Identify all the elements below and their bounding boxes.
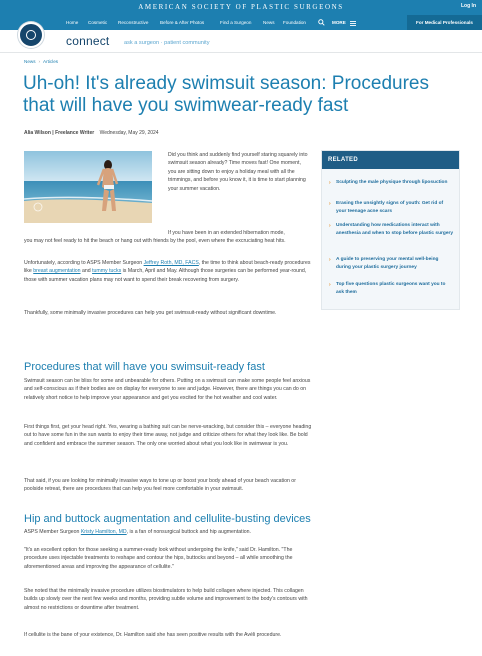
p3-text-1: Unfortunately, according to ASPS Member Surgeon: [24, 260, 144, 266]
paragraph-4: Thankfully, some minimally invasive procedures can help you get swimsuit-ready without significant downtime.: [24, 310, 277, 316]
hamburger-icon[interactable]: [350, 21, 356, 26]
related-item-label: Erasing the unsightly signs of youth: Get rid of your teenage acne scars: [336, 201, 444, 215]
related-item-label: A guide to preserving your mental well-being during your plastic surgery journey: [336, 257, 439, 271]
nav-cosmetic[interactable]: Cosmetic: [88, 20, 108, 25]
jeffrey-roth-link[interactable]: Jeffrey Roth, MD, FACS: [143, 260, 199, 266]
breadcrumb: News › Articles: [24, 59, 59, 64]
breadcrumb-articles[interactable]: Articles: [43, 59, 59, 64]
nav-more[interactable]: MORE: [332, 20, 346, 25]
related-item-label: Understanding how medications interact with anesthesia and when to stop before plastic surgery: [336, 223, 454, 237]
related-item-label: Top five questions plastic surgeons want you to ask them: [336, 282, 446, 296]
nav-foundation[interactable]: Foundation: [283, 20, 306, 25]
related-sidebar: [321, 150, 460, 310]
kristy-hamilton-link[interactable]: Kristy Hamilton, MD: [80, 529, 127, 535]
page-title: Uh-oh! It's already swimsuit season: Procedures that will have you swimwear-ready fast: [23, 73, 429, 116]
paragraph-6: First things first, get your head right. Yes, wearing a bathing suit can be nerve-wracking, but consider this – everyone heading out to have some fun in the sun wants to enjoy their time away, not judge and criticize others for what they look like. Be bold and confident and embrace the summer season. The only one worried about what you look like in swimwear is you.: [24, 424, 312, 447]
nav-home[interactable]: Home: [66, 20, 79, 25]
paragraph-11: If cellulite is the bane of your existence, Dr. Hamilton said she has seen positive results with the Avéli procedure.: [24, 632, 282, 638]
beach-hero-image: [24, 151, 152, 223]
p8-text-2: , is a fan of nonsurgical buttock and hip augmentation.: [126, 529, 251, 535]
login-link[interactable]: Log In: [461, 3, 476, 9]
publish-date: Wednesday, May 29, 2024: [99, 130, 159, 136]
org-name: AMERICAN SOCIETY OF PLASTIC SURGEONS: [138, 3, 344, 11]
arrow-right-icon: ›: [329, 282, 331, 288]
search-icon[interactable]: [318, 19, 325, 26]
arrow-right-icon: ›: [329, 201, 331, 207]
section-heading-1: Procedures that will have you swimsuit-ready fast: [24, 361, 265, 373]
related-item[interactable]: [329, 200, 454, 216]
author: Alia Wilson | Freelance Writer: [24, 130, 95, 136]
paragraph-2b: you may not feel ready to hit the beach or hang out with friends by the pool, even where the excruciating heat hits.: [24, 238, 286, 244]
nav-reconstructive[interactable]: Reconstructive: [118, 20, 149, 25]
breadcrumb-news[interactable]: News: [24, 59, 36, 64]
arrow-right-icon: ›: [329, 223, 331, 229]
related-item[interactable]: [329, 222, 454, 238]
related-heading: RELATED: [322, 151, 459, 169]
paragraph-3: [24, 259, 312, 284]
asps-logo[interactable]: [18, 22, 44, 48]
header-divider: [0, 52, 482, 53]
paragraph-5: Swimsuit season can be bliss for some and unbearable for others. Putting on a swimsuit can make some people feel anxious and self-conscious as if their bodies are on display for everyone to see and judge. However, there are things you can do on relatively short notice to help improve your appearance and get you excited for the hot weather and cool water.: [24, 378, 311, 401]
nav-before-after[interactable]: Before & After Photos: [160, 20, 205, 25]
medical-professionals-button[interactable]: For Medical Professionals: [407, 15, 482, 30]
p8-text-1: ASPS Member Surgeon: [24, 529, 81, 535]
related-item[interactable]: [329, 256, 454, 272]
related-item-label: Sculpting the male physique through liposuction: [336, 180, 448, 185]
nav-news[interactable]: News: [263, 20, 275, 25]
p3-text-3: and: [80, 268, 93, 275]
top-banner: [0, 0, 482, 30]
paragraph-9: "It's an excellent option for those seeking a summer-ready look without undergoing the knife," said Dr. Hamilton. "The procedure uses injectable treatments to reshape and contour the hips, buttocks and beyond – all while smoothing the aforementioned areas and improving the appearance of cellulite.": [24, 547, 293, 570]
related-item[interactable]: [329, 179, 454, 187]
p3-text-4: is March, April and May. Although those surgeries can be performed year-round, those with summer vacation plans may not want to spend their break recovering from surgery.: [24, 268, 307, 283]
arrow-right-icon: ›: [329, 257, 331, 263]
connect-logo[interactable]: [66, 34, 109, 48]
nav-find-surgeon[interactable]: Find a Surgeon: [220, 20, 252, 25]
paragraph-10: She noted that the minimally invasive procedure utilizes biostimulators to help build collagen where injected. This collagen builds up slowly over the next few weeks and months, providing subtle volume and improvement to the body's contours with almost no restrictions or downtime after treatment.: [24, 588, 308, 611]
paragraph-8: [24, 528, 312, 536]
tummy-tucks-link[interactable]: tummy tucks: [92, 268, 122, 275]
arrow-right-icon: ›: [329, 180, 331, 186]
paragraph-2a: If you have been in an extended hibernation mode,: [168, 230, 285, 236]
section-heading-2: Hip and buttock augmentation and cellulite-busting devices: [24, 513, 311, 525]
breast-augmentation-link[interactable]: breast augmentation: [33, 268, 81, 275]
byline: [24, 130, 159, 136]
connect-tagline: ask a surgeon · patient community: [124, 40, 210, 46]
connect-wordmark: connect: [66, 34, 110, 48]
paragraph-7: That said, if you are looking for minimally invasive ways to tone up or boost your body ahead of your beach vacation or poolside retreat, there are procedures that can help you feel more comfortable in your swimsuit.: [24, 478, 296, 493]
related-item[interactable]: [329, 281, 454, 297]
intro-paragraph: Did you think and suddenly find yourself staring squarely into swimsuit season already? Time moves fast! One moment, you are sitting down to enjoy a holiday meal with all the trimmings, and before you know it, it is time to start planning your summer vacation.: [168, 152, 308, 192]
p3-text-2: , the time to think about beach-ready procedures like: [24, 260, 311, 275]
